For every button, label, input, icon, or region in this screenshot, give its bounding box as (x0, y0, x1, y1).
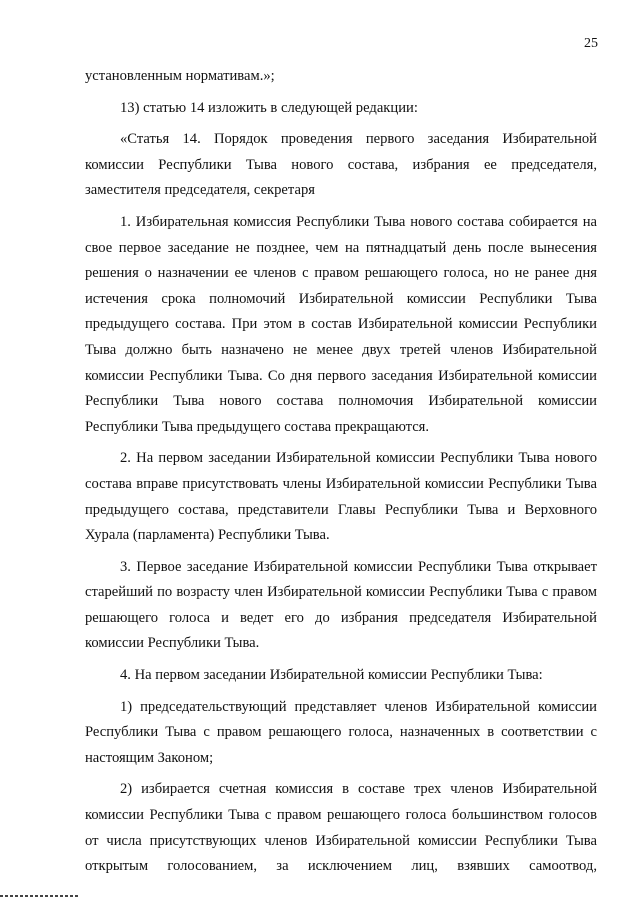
paragraph-clause-4-item-1: 1) председательствующий представляет членов Избирательной комиссии Республики Тыва с правом решающего голоса, назначенных в соответствии с настоящим Законом; (85, 698, 597, 766)
paragraph-clause-2: 2. На первом заседании Избирательной комиссии Республики Тыва нового состава вправе присутствовать члены Избирательной комиссии Республики Тыва предыдущего состава, представители Главы Республики Тыва и Верховного Хурала (парламента) Республики Тыва. (85, 450, 597, 544)
document-body (85, 64, 597, 880)
paragraph-clause-4: 4. На первом заседании Избирательной комиссии Республики Тыва: (120, 667, 543, 684)
paragraph-amendment-13: 13) статью 14 изложить в следующей редакции: (120, 99, 418, 116)
paragraph-continuation: установленным нормативам.»; (85, 68, 275, 84)
paragraph-article-14-heading: «Статья 14. Порядок проведения первого заседания Избирательной комиссии Республики Тыва нового состава, избрания ее председателя, заместителя председателя, секретаря (85, 131, 597, 199)
page-number: 25 (584, 36, 598, 51)
footer-rule (0, 895, 80, 897)
paragraph-clause-4-item-2: 2) избирается счетная комиссия в составе трех членов Избирательной комиссии Республики Тыва с правом решающего голоса большинством голосов от числа присутствующих членов Избирательной комиссии Республики Тыва открытым голосованием, за исключением лиц, взявших самоотвод, (85, 781, 597, 875)
paragraph-clause-3: 3. Первое заседание Избирательной комиссии Республики Тыва открывает старейший по возрасту член Избирательной комиссии Республики Тыва с правом решающего голоса и ведет его до избрания председателя Избирательной комиссии Республики Тыва. (85, 558, 597, 652)
paragraph-clause-1: 1. Избирательная комиссия Республики Тыва нового состава собирается на свое первое заседание не позднее, чем на пятнадцатый день после вынесения решения о назначении ее членов с правом решающего голоса, но не ранее дня истечения срока полномочий Избирательной комиссии Республики Тыва предыдущего состава. При этом в состав Избирательной комиссии Республики Тыва должно быть назначено не менее двух третей членов Избирательной комиссии Республики Тыва. Со дня первого заседания Избирательной комиссии Республики Тыва нового состава полномочия Избирательной комиссии Республики Тыва предыдущего состава прекращаются. (85, 213, 597, 435)
